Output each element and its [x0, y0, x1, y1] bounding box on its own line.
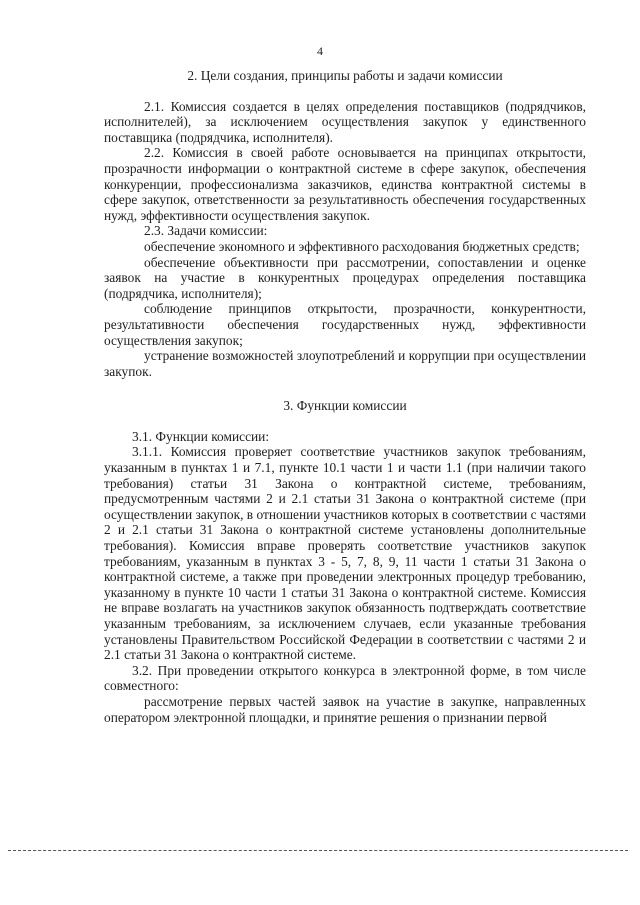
task-item: соблюдение принципов открытости, прозрачности, конкурентности, результативности обеспечения государственных нужд, эффективности осуществления закупок;: [104, 301, 586, 348]
section-3-heading: 3. Функции комиссии: [283, 398, 407, 414]
paragraph-2-1: 2.1. Комиссия создается в целях определения поставщиков (подрядчиков, исполнителей), за исключением осуществления закупок у единственного поставщика (подрядчика, исполнителя).: [104, 98, 586, 145]
footer-divider: [8, 850, 628, 851]
page-number: 4: [317, 44, 323, 58]
paragraph-2-3: 2.3. Задачи комиссии:: [144, 223, 268, 239]
task-item: обеспечение объективности при рассмотрении, сопоставлении и оценке заявок на участие в конкурентных процедурах определения поставщика (подрядчика, исполнителя);: [104, 254, 586, 301]
task-item: устранение возможностей злоупотреблений и коррупции при осуществлении закупок.: [104, 348, 586, 379]
paragraph-2-2: 2.2. Комиссия в своей работе основывается на принципах открытости, прозрачности информации о контрактной системе в сфере закупок, обеспечения конкуренции, профессионализма заказчиков, единства контрактной системы в сфере закупок, ответственности за результативность обеспечения государственных нужд, эффективности осуществления закупок.: [104, 145, 586, 223]
function-item: рассмотрение первых частей заявок на участие в закупке, направленных оператором электронной площадки, и принятие решения о признании первой: [104, 693, 586, 725]
section-2-heading: 2. Цели создания, принципы работы и задачи комиссии: [187, 68, 503, 83]
paragraph-3-1-1: 3.1.1. Комиссия проверяет соответствие участников закупок требованиям, указанным в пунктах 1 и 7.1, пункте 10.1 части 1 и части 1.1 (при наличии такого требования) статьи 31 Закона о контрактной системе, требованиям, предусмотренным частями 2 и 2.1 статьи 31 Закона о контрактной системе (при осуществлении закупок, в отношении участников которых в соответствии с частями 2 и 2.1 статьи 31 Закона о контрактной системе установлены дополнительные требования). Комиссия вправе проверять соответствие участников закупок требованиям, указанным в пунктах 3 - 5, 7, 8, 9, 11 части 1 статьи 31 Закона о контрактной системе, а также при проведении электронных процедур требованию, указанному в пункте 10 части 1 статьи 31 Закона о контрактной системе. Комиссия не вправе возлагать на участников закупок обязанность подтверждать соответствие указанным требованиям, за исключением случаев, если указанные требования установлены Правительством Российской Федерации в соответствии с частями 2 и 2.1 статьи 31 Закона о контрактной системе.: [104, 444, 587, 663]
paragraph-3-2: 3.2. При проведении открытого конкурса в электронной форме, в том числе совместного:: [104, 662, 586, 694]
document-body: [104, 68, 586, 725]
task-item: обеспечение экономного и эффективного расходования бюджетных средств;: [144, 238, 580, 254]
paragraph-3-1: 3.1. Функции комиссии:: [132, 428, 270, 444]
